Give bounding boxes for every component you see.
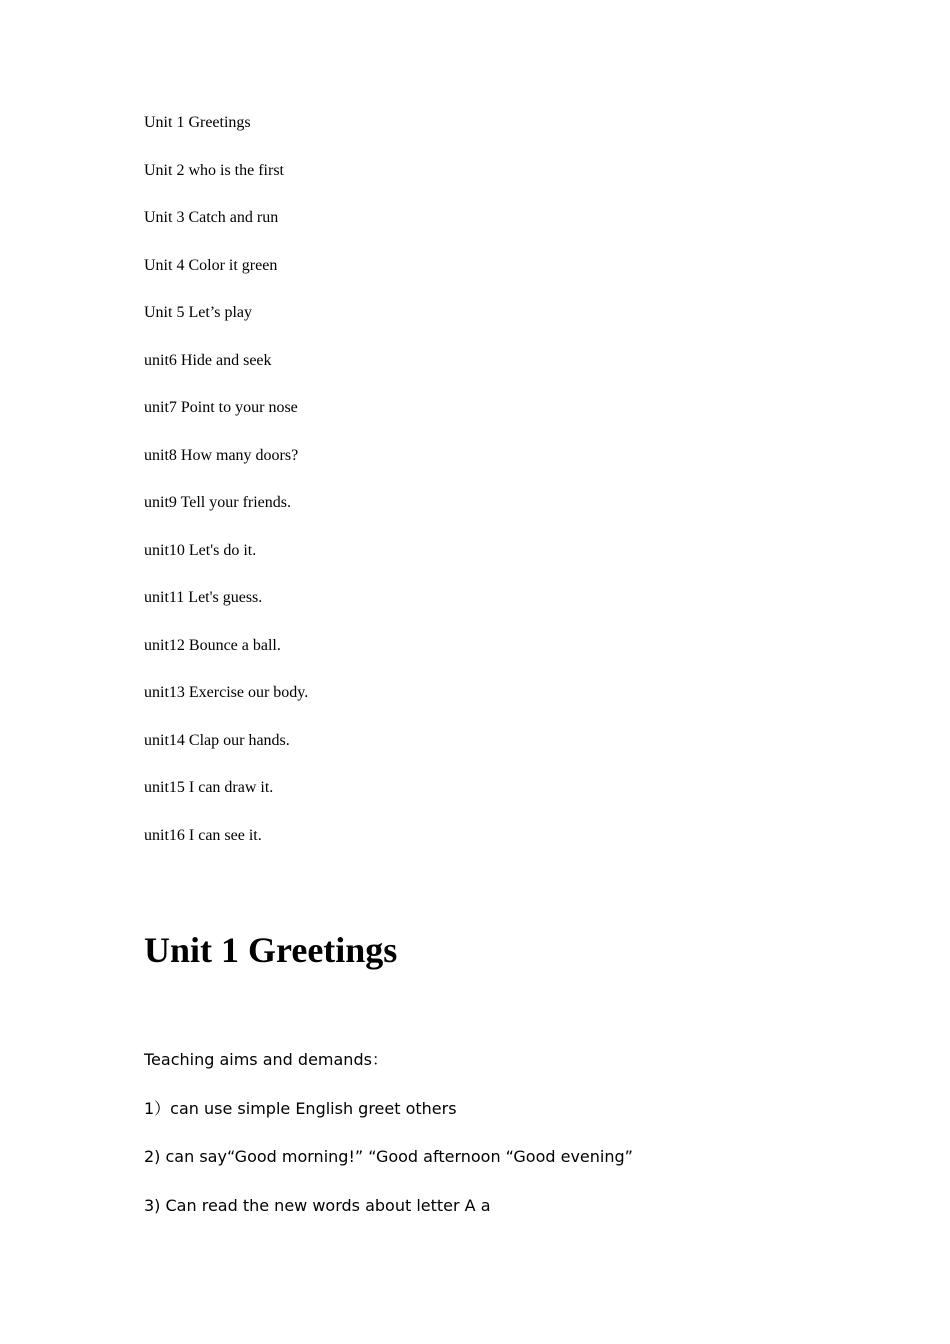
unit-list-item: unit7 Point to your nose xyxy=(144,399,298,416)
aim-item: 1）can use simple English greet others xyxy=(144,1098,457,1118)
unit-list-item: unit15 I can draw it. xyxy=(144,779,274,796)
unit-list-item: Unit 5 Let’s play xyxy=(144,304,252,321)
unit-list xyxy=(144,112,844,872)
unit-list-item: unit12 Bounce a ball. xyxy=(144,636,281,654)
unit-list-item: Unit 1 Greetings xyxy=(144,114,251,131)
unit-list-item: Unit 3 Catch and run xyxy=(144,209,279,226)
aim-item: 2) can say“Good morning!” “Good afternoon “Good evening” xyxy=(144,1147,633,1167)
unit-list-item: unit14 Clap our hands. xyxy=(144,731,290,749)
unit-list-item: unit11 Let's guess. xyxy=(144,589,263,606)
aim-item: 3) Can read the new words about letter A a xyxy=(144,1196,491,1216)
unit-list-item: unit8 How many doors? xyxy=(144,446,299,464)
unit-list-item: unit9 Tell your friends. xyxy=(144,494,292,511)
unit-list-item: Unit 2 who is the first xyxy=(144,161,284,179)
aims-title: Teaching aims and demands： xyxy=(144,1050,388,1069)
unit-list-item: unit6 Hide and seek xyxy=(144,351,272,369)
section-heading: Unit 1 Greetings xyxy=(144,930,398,970)
teaching-aims xyxy=(144,1048,844,1243)
unit-list-item: unit10 Let's do it. xyxy=(144,541,257,559)
unit-list-item: unit13 Exercise our body. xyxy=(144,684,309,701)
unit-list-item: Unit 4 Color it green xyxy=(144,256,278,274)
unit-list-item: unit16 I can see it. xyxy=(144,826,262,844)
